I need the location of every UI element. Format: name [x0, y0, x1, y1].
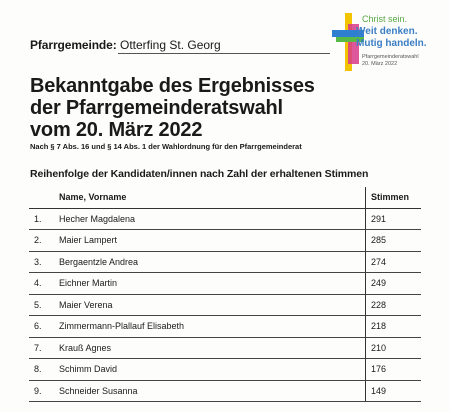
logo-slogan-3: Mutig handeln. [356, 38, 427, 49]
logo-election-date: 20. März 2022 [362, 61, 398, 67]
parish-name: Otterfing St. Georg [120, 38, 221, 52]
title-line-3: vom 20. März 2022 [30, 119, 203, 141]
table-row [29, 208, 421, 230]
candidate-name: Zimmermann-Plallauf Elisabeth [54, 316, 366, 338]
header-number [29, 187, 54, 208]
row-number: 4. [29, 273, 54, 295]
row-number: 6. [29, 316, 54, 338]
row-number: 9. [29, 380, 54, 402]
vote-count: 285 [366, 230, 422, 252]
parish-underline [118, 53, 330, 54]
row-number: 1. [29, 208, 54, 230]
table-row [29, 359, 421, 381]
table-row [29, 337, 421, 359]
vote-count: 291 [366, 208, 422, 230]
candidate-name: Maier Lampert [54, 230, 366, 252]
logo-election-name: Pfarrgemeinderatswahl [362, 54, 419, 60]
table-row [29, 230, 421, 252]
candidate-name: Hecher Magdalena [54, 208, 366, 230]
title-line-2: der Pfarrgemeinderatswahl [30, 97, 283, 119]
vote-count: 274 [366, 251, 422, 273]
legal-reference: Nach § 7 Abs. 16 und § 14 Abs. 1 der Wahlordnung für den Pfarrgemeinderat [30, 142, 302, 151]
table-header-row [29, 187, 421, 208]
logo-slogan-2: Weit denken. [356, 26, 418, 37]
header-votes: Stimmen [366, 187, 422, 208]
row-number: 5. [29, 294, 54, 316]
candidate-name: Eichner Martin [54, 273, 366, 295]
table-row [29, 273, 421, 295]
vote-count: 176 [366, 359, 422, 381]
vote-count: 218 [366, 316, 422, 338]
vote-count: 149 [366, 380, 422, 402]
candidate-name: Krauß Agnes [54, 337, 366, 359]
vote-count: 249 [366, 273, 422, 295]
parish-label: Pfarrgemeinde: [30, 38, 117, 52]
page-title [30, 75, 315, 141]
table-row [29, 294, 421, 316]
logo-slogan-1: Christ sein. [362, 14, 408, 24]
row-number: 3. [29, 251, 54, 273]
vote-count: 210 [366, 337, 422, 359]
parish-row [30, 36, 330, 54]
candidate-name: Schimm David [54, 359, 366, 381]
candidate-name: Maier Verena [54, 294, 366, 316]
candidate-name: Bergaentzle Andrea [54, 251, 366, 273]
table-row [29, 380, 421, 402]
results-table [29, 187, 421, 402]
candidate-name: Schneider Susanna [54, 380, 366, 402]
table-row [29, 316, 421, 338]
row-number: 2. [29, 230, 54, 252]
title-line-1: Bekanntgabe des Ergebnisses [30, 75, 315, 97]
vote-count: 228 [366, 294, 422, 316]
table-row [29, 251, 421, 273]
row-number: 7. [29, 337, 54, 359]
header-name: Name, Vorname [54, 187, 366, 208]
election-logo [332, 10, 444, 74]
section-heading: Reihenfolge der Kandidaten/innen nach Zahl der erhaltenen Stimmen [30, 168, 369, 180]
row-number: 8. [29, 359, 54, 381]
